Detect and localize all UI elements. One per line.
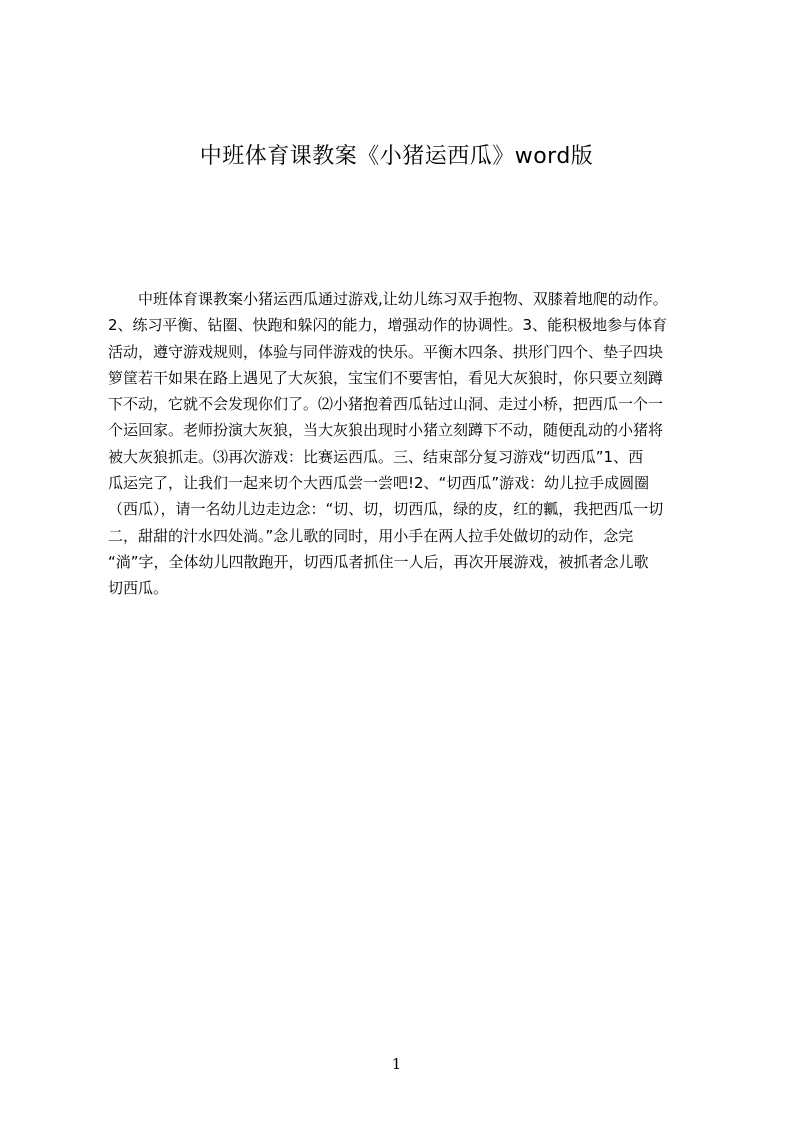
body-line: （西瓜），请一名幼儿边走边念：“切、切，切西瓜，绿的皮，红的瓤，我把西瓜一切 bbox=[108, 500, 664, 519]
body-line: 2、练习平衡、钻圈、快跑和躲闪的能力，增强动作的协调性。3、能积极地参与体育 bbox=[108, 316, 668, 335]
body-line: 个运回家。老师扮演大灰狼，当大灰狼出现时小猪立刻蹲下不动，随便乱动的小猪将 bbox=[108, 421, 664, 440]
body-line: 被大灰狼抓走。⑶再次游戏：比赛运西瓜。三、结束部分复习游戏“切西瓜”1、西 bbox=[108, 447, 644, 466]
body-line: 箩筐若干如果在路上遇见了大灰狼，宝宝们不要害怕，看见大灰狼时，你只要立刻蹲 bbox=[108, 368, 664, 387]
body-line: 瓜运完了，让我们一起来切个大西瓜尝一尝吧!2、“切西瓜”游戏：幼儿拉手成圆圈 bbox=[108, 474, 650, 493]
body-line: 切西瓜。 bbox=[108, 579, 169, 598]
page-number: 1 bbox=[391, 1055, 402, 1073]
body-line: 中班体育课教案小猪运西瓜通过游戏,让幼儿练习双手抱物、双膝着地爬的动作。 bbox=[108, 290, 668, 308]
body-line: 二，甜甜的汁水四处淌。”念儿歌的同时，用小手在两人拉手处做切的动作，念完 bbox=[108, 526, 634, 545]
document-title: 中班体育课教案《小猪运西瓜》word版 bbox=[199, 144, 594, 169]
document-body bbox=[108, 286, 698, 602]
body-line: 活动，遵守游戏规则，体验与同伴游戏的快乐。平衡木四条、拱形门四个、垫子四块 bbox=[108, 342, 664, 361]
body-line: 下不动，它就不会发现你们了。⑵小猪抱着西瓜钻过山洞、走过小桥，把西瓜一个一 bbox=[108, 395, 664, 414]
body-line: “淌”字，全体幼儿四散跑开，切西瓜者抓住一人后，再次开展游戏，被抓者念儿歌 bbox=[108, 552, 649, 571]
